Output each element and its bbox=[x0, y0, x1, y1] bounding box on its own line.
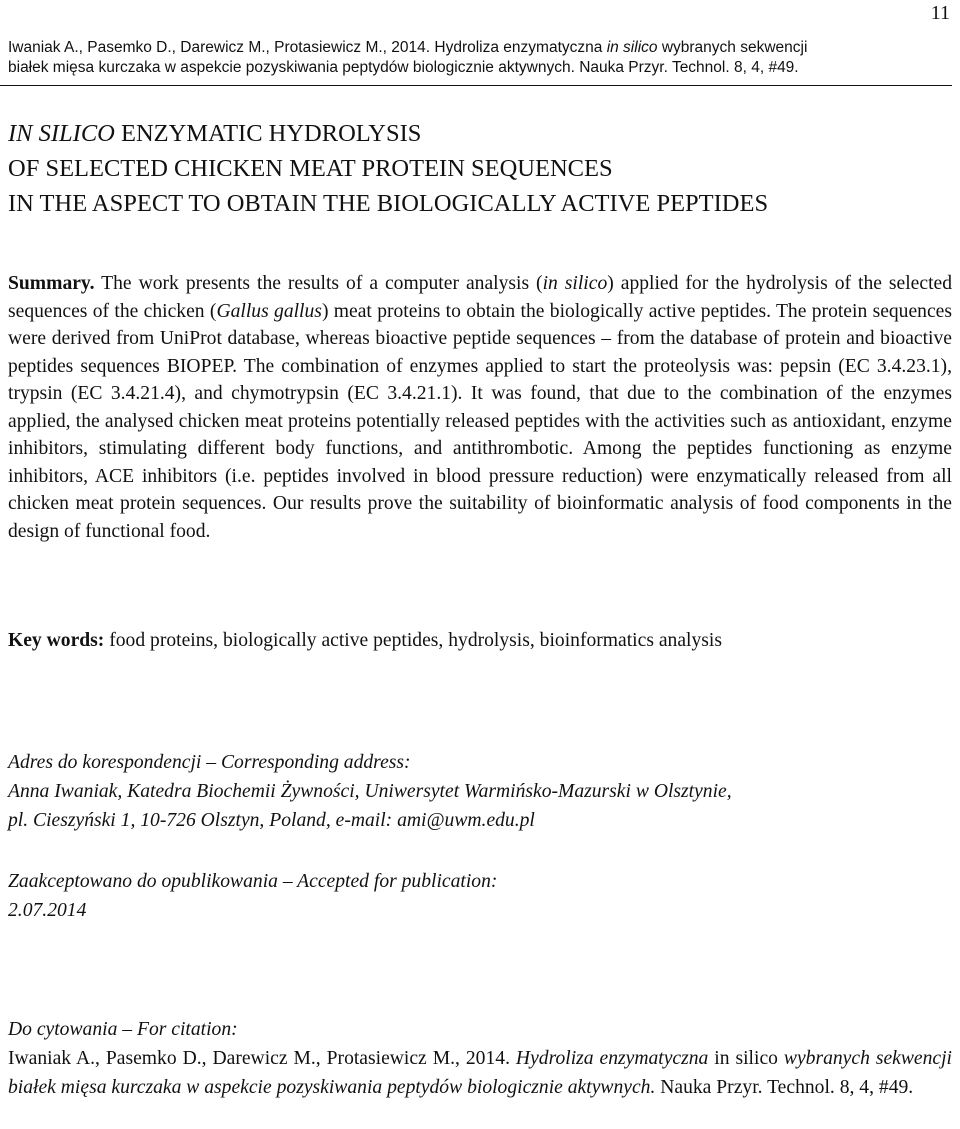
correspondence-block bbox=[8, 748, 952, 835]
page-number: 11 bbox=[930, 2, 950, 24]
keywords-text: food proteins, biologically active peptides, hydrolysis, bioinformatics analysis bbox=[104, 630, 722, 651]
keywords-label: Key words: bbox=[8, 630, 105, 651]
title-line-1-rest: ENZYMATIC HYDROLYSIS bbox=[114, 120, 422, 147]
correspondence-heading: Adres do korespondencji – Corresponding address: bbox=[8, 752, 411, 773]
header-divider bbox=[0, 85, 952, 86]
citation-heading: Do cytowania – For citation: bbox=[8, 1019, 238, 1040]
citation-authors: Iwaniak A., Pasemko D., Darewicz M., Protasiewicz M., 2014. bbox=[8, 1048, 516, 1069]
running-header-line-2: białek mięsa kurczaka w aspekcie pozyskiwania peptydów biologicznie aktywnych. Nauka Przyr. Technol. 8, 4, #49. bbox=[8, 59, 799, 76]
summary-paragraph bbox=[8, 270, 952, 545]
title-line-3: IN THE ASPECT TO OBTAIN THE BIOLOGICALLY ACTIVE PEPTIDES bbox=[8, 190, 769, 217]
accepted-heading: Zaakceptowano do opublikowania – Accepted for publication: bbox=[8, 871, 498, 892]
citation-journal: Nauka Przyr. Technol. 8, 4, #49. bbox=[655, 1077, 914, 1098]
summary-italic-1: in silico bbox=[542, 273, 608, 294]
article-title bbox=[8, 116, 953, 221]
title-italic: IN SILICO bbox=[8, 120, 115, 147]
citation-text bbox=[8, 1044, 952, 1102]
accepted-block bbox=[8, 867, 952, 925]
citation-title-part-1: Hydroliza enzymatyczna bbox=[515, 1048, 709, 1069]
running-header-text-end: wybranych sekwencji bbox=[657, 39, 808, 56]
correspondence-line-1: Anna Iwaniak, Katedra Biochemii Żywności, Uniwersytet Warmińsko-Mazurski w Olsztynie, bbox=[8, 781, 732, 802]
title-line-1 bbox=[8, 116, 953, 151]
summary-label: Summary. bbox=[8, 273, 95, 294]
summary-italic-2: Gallus gallus bbox=[216, 300, 322, 322]
summary-text-1: The work presents the results of a computer analysis ( bbox=[94, 273, 543, 294]
running-header-text: Iwaniak A., Pasemko D., Darewicz M., Protasiewicz M., 2014. Hydroliza enzymatyczna bbox=[8, 39, 607, 56]
correspondence-line-2: pl. Cieszyński 1, 10-726 Olsztyn, Poland, e-mail: ami@uwm.edu.pl bbox=[8, 810, 535, 831]
summary-text-2: ) applied for the hydrolysis of the selected sequences of the chicken ( bbox=[8, 273, 953, 322]
keywords bbox=[8, 627, 952, 654]
running-header-line-1 bbox=[8, 38, 953, 58]
citation-block bbox=[8, 1015, 952, 1102]
accepted-date: 2.07.2014 bbox=[8, 900, 87, 921]
title-line-2: OF SELECTED CHICKEN MEAT PROTEIN SEQUENCES bbox=[8, 155, 613, 182]
citation-title-part-2: wybranych sekwencji białek mięsa kurczaka w aspekcie pozyskiwania peptydów biologicznie aktywnych. bbox=[8, 1048, 952, 1098]
summary-text-3: ) meat proteins to obtain the biologically active peptides. The protein sequences were derived from UniProt database, whereas bioactive peptide sequences – from the database of protein and bioactive peptides sequences BIOPEP. The combination of enzymes applied to start the proteolysis was: pepsin (EC 3.4.23.1), trypsin (EC 3.4.21.4), and chymotrypsin (EC 3.4.21.1). It was found, that due to the combination of the enzymes applied, the analysed chicken meat proteins potentially released peptides with the activities such as antioxidant, enzyme inhibitors, stimulating different body functions, and antithrombotic. Among the peptides functioning as enzyme inhibitors, ACE inhibitors (i.e. peptides involved in blood pressure reduction) were enzymatically released from all chicken meat protein sequences. Our results prove the suitability of bioinformatic analysis of food components in the design of functional food. bbox=[8, 300, 952, 542]
running-header-italic: in silico bbox=[606, 39, 658, 56]
citation-in-silico: in silico bbox=[708, 1048, 784, 1069]
running-header bbox=[8, 38, 953, 78]
